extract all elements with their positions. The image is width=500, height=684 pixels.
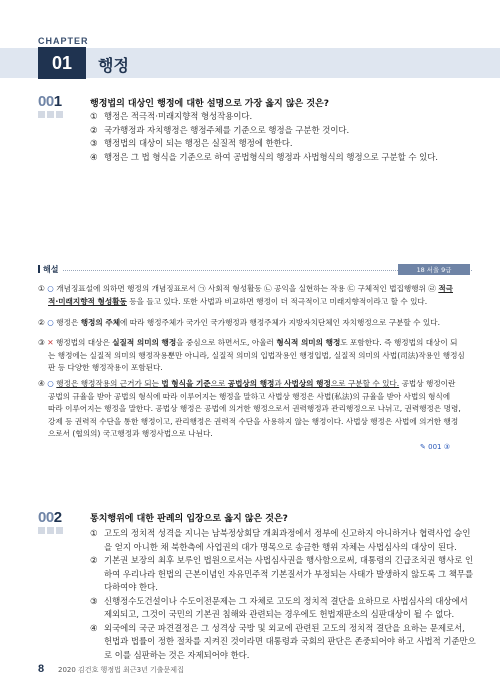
- page-number: 8: [38, 663, 45, 675]
- answer-indicator: ✎ 001 ③: [420, 443, 450, 451]
- chapter-title: 행정: [98, 56, 129, 75]
- pencil-icon: ✎: [420, 443, 426, 451]
- question-1-text: 행정법의 대상인 행정에 대한 설명으로 가장 옳지 않은 것은?: [90, 99, 329, 109]
- option-1: ① 행정은 적극적·미래지향적 형성작용이다.: [90, 111, 253, 121]
- chapter-number: 01: [38, 47, 86, 79]
- explanation-label: 해설: [38, 264, 62, 275]
- book-title: 2020 김건호 행정법 최근3년 기출문제집: [58, 666, 184, 674]
- option-2: ② 국가행정과 자치행정은 행정주체를 기준으로 행정을 구분한 것이다.: [90, 124, 350, 135]
- question-1-options: [90, 110, 438, 164]
- question-number-2: 002: [38, 509, 62, 526]
- explanation-item-4: ④ ○ 행정은 행정작용의 근거가 되는 법 형식을 기준으로 공법상의 행정과 사법상의 행정으로 구분할 수 있다. 공법상 행정이란 공법의 규율을 받아 공법의 형식에 따라 이루어지는 행정을 말하고 사법상 행정은 사법(私法)의 규율을 받아 사법의 형식에 따라 이루어지는 행정을 말한다. 공법상 행정은 공법에 의거한 행정으로서 권력행정과 관리행정으로 나뉘고, 권력행정은 명령, 강제 등 권력적 수단을 통한 행정이고, 관리행정은 권력적 수단을 사용하지 않는 행정이다. 사법상 행정은 사법에 의거한 행정 으로서 (협의의) 국고행정과 행정사법으로 나뉜다.: [38, 379, 461, 438]
- question-number-1: 001: [38, 93, 62, 110]
- underlined-sentence: 행정은 행정작용의 근거가 되는 법 형식을 기준으로 공법상의 행정과 사법상의 행정으로 구분할 수 있다.: [56, 379, 400, 388]
- option-1: ① 고도의 정치적 성격을 지니는 남북정상회담 개최과정에서 정부에 신고하지 아니하거나 협력사업 승인 을 얻지 아니한 채 북한측에 사업권의 대가 명목으로 송금한 행위 자체는 사법심사의 대상이 된다.: [90, 528, 471, 552]
- explanation-item-2: ② ○ 행정은 행정의 주체에 따라 행정주체가 국가인 국가행정과 행정주체가 지방자치단체인 자치행정으로 구분할 수 있다.: [38, 318, 441, 327]
- option-4: ④ 외국에의 국군 파견결정은 그 성격상 국방 및 외교에 관련된 고도의 정치적 결단을 요하는 문제로서, 헌법과 법률이 정한 절차를 지켜진 것이라면 대통령과 국회의 판단은 존중되어야 하고 사법적 기준만으 로 이를 심판하는 것은 자제되어야 한다.: [90, 622, 476, 660]
- question-2-options: [90, 527, 480, 662]
- option-3: ③ 신행정수도건설이나 수도이전문제는 그 자체로 고도의 정치적 결단을 요하므로 사법심사의 대상에서 제외되고, 그것이 국민의 기본권 침해와 관련되는 경우에도 헌법재판소의 심판대상이 될 수 없다.: [90, 595, 468, 619]
- explanation-item-1: ① ○ 개념징표설에 의하면 행정의 개념징표로서 ㉠ 사회적 형성활동 ㉡ 공익을 실현하는 작용 ㉢ 구체적인 법집행행위 ㉣ 적극 적·미래지향적 형성활동 등을 들고 있다. 또한 사법과 비교하면 행정이 더 적극적이고 미래지향적이라고 할 수 있다.: [38, 284, 453, 306]
- exam-source-badge: 18 서울 9급: [398, 264, 470, 275]
- explanation-item-3: ③ ✕ 행정법의 대상은 실질적 의미의 행정을 중심으로 하면서도, 아울러 형식적 의미의 행정도 포함한다. 즉 행정법의 대상이 되 는 행정에는 실질적 의미의 행정작용뿐만 아니라, 실질적 의미의 입법작용인 행정입법, 실질적 의미의 사법(司法)작용인 행정심 판 등 다양한 행정작용이 포함된다.: [38, 338, 465, 372]
- option-4: ④ 행정은 그 법 형식을 기준으로 하여 공법형식의 행정과 사법형식의 행정으로 구분할 수 있다.: [90, 151, 438, 162]
- chapter-label: CHAPTER: [38, 36, 89, 46]
- question-marker-squares-2: [38, 527, 63, 534]
- option-3: ③ 행정법의 대상이 되는 행정은 실질적 행정에 한한다.: [90, 138, 293, 148]
- question-2-text: 통치행위에 대한 판례의 입장으로 옳지 않은 것은?: [90, 514, 288, 524]
- question-marker-squares: [38, 111, 63, 118]
- option-2: ② 기본권 보장의 최후 보루인 법원으로서는 사법심사권을 행사함으로써, 대통령의 긴급조치권 행사로 인 하여 우리나라 헌법의 근본이념인 자유민주적 기본질서가 부정되는 사태가 발생하지 않도록 그 책무를 다하여야 한다.: [90, 555, 474, 592]
